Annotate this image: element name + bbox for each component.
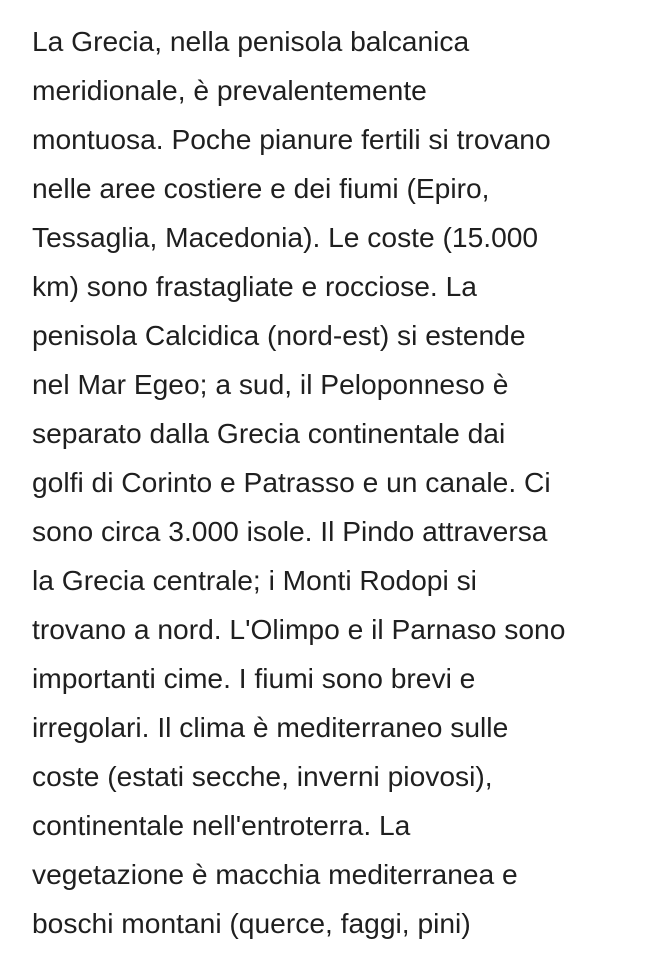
text-line: meridionale, è prevalentemente xyxy=(32,74,427,106)
text-line: vegetazione è macchia mediterranea e xyxy=(32,858,518,890)
text-line: boschi montani (querce, faggi, pini) xyxy=(32,907,471,939)
text-line: nel Mar Egeo; a sud, il Peloponneso è xyxy=(32,368,509,400)
text-line: montuosa. Poche pianure fertili si trovano xyxy=(32,123,551,155)
text-line: La Grecia, nella penisola balcanica xyxy=(32,25,470,57)
article-paragraph xyxy=(32,17,652,948)
text-line: nelle aree costiere e dei fiumi (Epiro, xyxy=(32,172,490,204)
text-line: trovano a nord. L'Olimpo e il Parnaso sono xyxy=(32,613,566,645)
text-line: km) sono frastagliate e rocciose. La xyxy=(32,270,477,302)
text-line: sono circa 3.000 isole. Il Pindo attraversa xyxy=(32,515,548,547)
text-line: irregolari. Il clima è mediterraneo sulle xyxy=(32,711,509,743)
text-line: coste (estati secche, inverni piovosi), xyxy=(32,760,493,792)
text-line: importanti cime. I fiumi sono brevi e xyxy=(32,662,476,694)
text-line: golfi di Corinto e Patrasso e un canale. Ci xyxy=(32,466,551,498)
text-line: continentale nell'entroterra. La xyxy=(32,809,411,841)
text-line: penisola Calcidica (nord-est) si estende xyxy=(32,319,526,351)
text-line: la Grecia centrale; i Monti Rodopi si xyxy=(32,564,477,596)
text-line: Tessaglia, Macedonia). Le coste (15.000 xyxy=(32,221,539,253)
text-line: separato dalla Grecia continentale dai xyxy=(32,417,506,449)
